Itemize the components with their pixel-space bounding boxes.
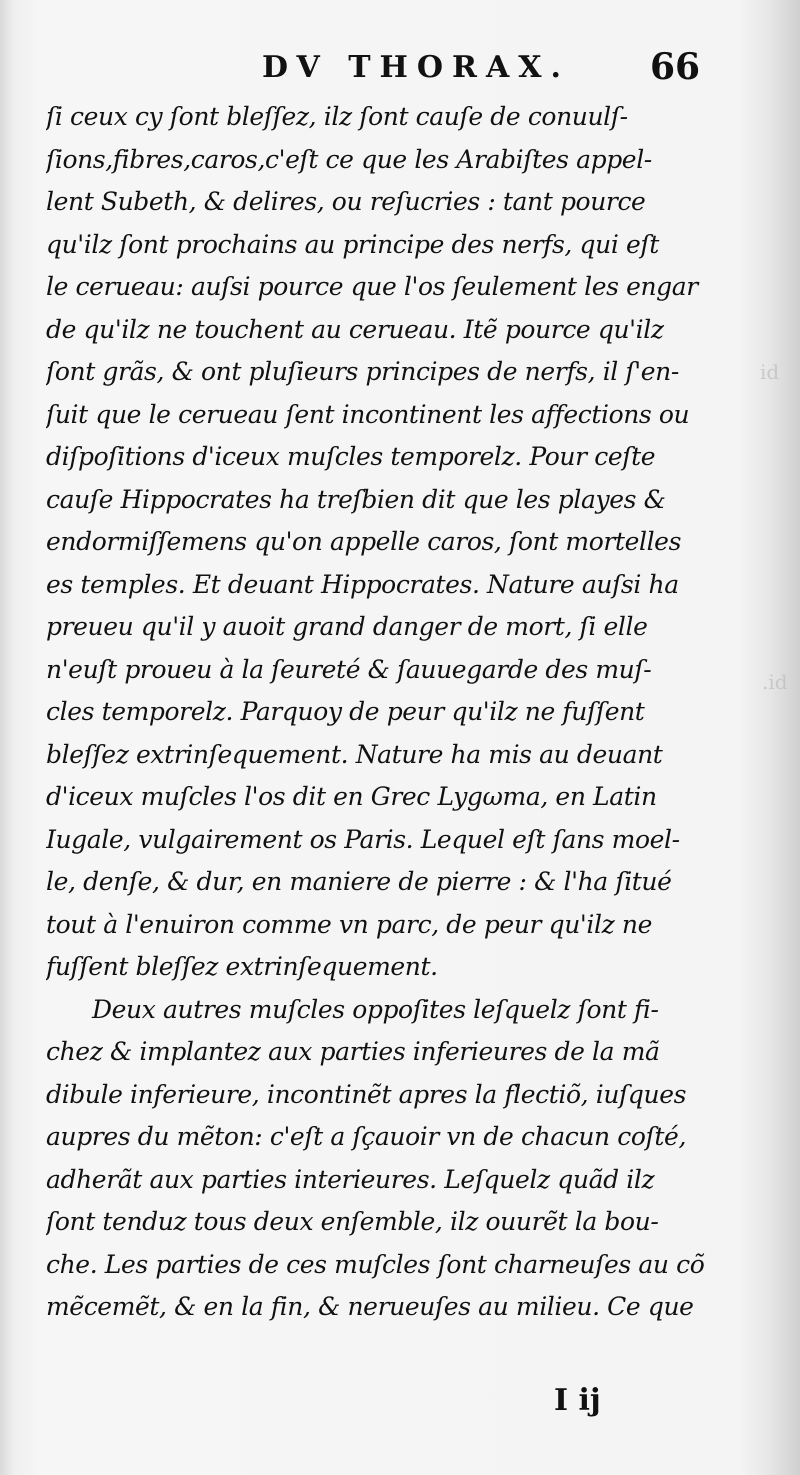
text-line: es temples. Et deuant Hippocrates. Nature auſsi ha — [46, 569, 679, 599]
text-line: d'iceux muſcles l'os dit en Grec Lygωma, en Latin — [46, 782, 657, 811]
text-line: qu'ilz ſont prochains au principe des nerfs, qui eſt — [46, 229, 659, 259]
text-line: ſuit que le cerueau ſent incontinent les affections ou — [46, 399, 690, 429]
text-line: chez & implantez aux parties inferieures de la mã — [46, 1037, 660, 1066]
text-line: bleſſez extrinſequement. Nature ha mis au deuant — [46, 739, 663, 769]
text-line: diſpoſitions d'iceux muſcles temporelz. Pour ceſte — [46, 442, 656, 471]
text-line: preueu qu'il y auoit grand danger de mort, ſi elle — [46, 612, 648, 641]
text-line: Iugale, vulgairement os Paris. Lequel eſt ſans moel- — [46, 824, 680, 854]
text-line: tout à l'enuiron comme vn parc, de peur qu'ilz ne — [46, 909, 653, 939]
text-line: ſont tenduz tous deux enſemble, ilz ouurẽt la bou- — [46, 1207, 659, 1236]
running-head: DV THORAX. — [262, 50, 570, 85]
text-line: cles temporelz. Parquoy de peur qu'ilz ne fuſſent — [46, 697, 645, 726]
paragraph-start-line: Deux autres muſcles oppoſites leſquelz ſont fi- — [92, 994, 659, 1024]
text-line: ſont grãs, & ont pluſieurs principes de nerfs, il ſ'en- — [46, 357, 679, 386]
show-through-text: id — [760, 360, 780, 384]
text-line: ſi ceux cy ſont bleſſez, ilz ſont cauſe de conuulſ- — [46, 102, 628, 131]
text-line: de qu'ilz ne touchent au cerueau. Itẽ pource qu'ilz — [46, 314, 664, 344]
text-line: dibule inferieure, incontinẽt apres la flectiõ, iuſques — [46, 1079, 687, 1109]
show-through-text: .id — [762, 670, 788, 694]
text-line: aupres du mẽton: c'eſt a ſçauoir vn de chacun coſté, — [46, 1122, 686, 1151]
text-line: mẽcemẽt, & en la fin, & nerueuſes au milieu. Ce que — [46, 1292, 694, 1321]
text-line: adherãt aux parties interieures. Leſquelz quãd ilz — [46, 1164, 655, 1194]
text-line: che. Les parties de ces muſcles ſont charneuſes au cõ — [46, 1249, 705, 1279]
text-line: le, denſe, & dur, en maniere de pierre : & l'ha ſitué — [46, 867, 672, 896]
text-line: fuſſent bleſſez extrinſequement. — [46, 952, 438, 981]
signature-mark: I ij — [554, 1383, 601, 1418]
body-text — [46, 96, 746, 1329]
text-line: lent Subeth, & delires, ou reſucries : tant pource — [46, 187, 646, 216]
page-header — [0, 44, 800, 94]
text-line: endormiſſemens qu'on appelle caros, ſont mortelles — [46, 527, 681, 556]
text-line: ſions,fibres,caros,c'eſt ce que les Arabiſtes appel- — [46, 144, 652, 174]
text-line: cauſe Hippocrates ha treſbien dit que les playes & — [46, 484, 666, 514]
text-line: n'euſt proueu à la ſeureté & ſauuegarde des muſ- — [46, 654, 652, 684]
text-line: le cerueau: auſsi pource que l'os ſeulement les engar — [46, 272, 698, 301]
page-number: 66 — [650, 46, 701, 88]
